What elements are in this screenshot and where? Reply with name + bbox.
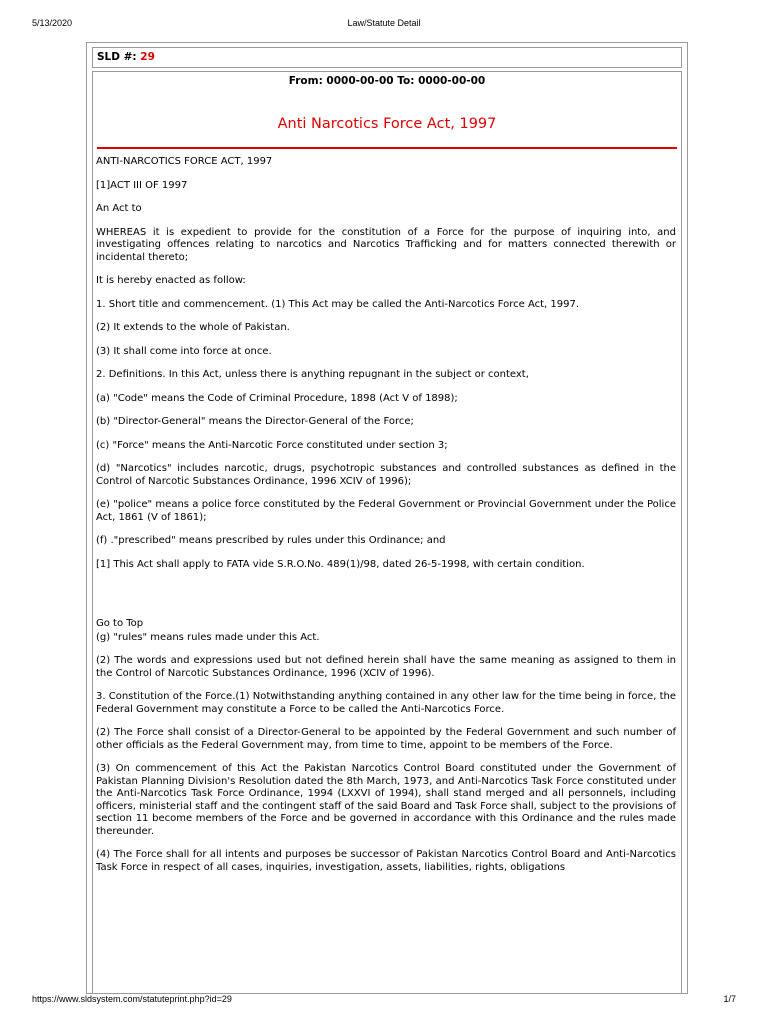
paragraph: (3) On commencement of this Act the Pakistan Narcotics Control Board constituted under the Government of Pakistan Planning Division's Resolution dated the 8th March, 1973, and Anti-Narcotics Task Force constituted under the Anti-Narcotics Task Force Ordinance, 1994 (LXXVI of 1994), shall stand merged and all personnels, including officers, ministerial staff and the contingent staff of the said Board and Task Force shall, subject to the provisions of section 11 become members of the Force and be governed in accordance with this Ordinance and the rules made thereunder. (96, 763, 676, 837)
date-range: From: 0000-00-00 To: 0000-00-00 (288, 75, 486, 87)
sld-number-row (92, 47, 682, 68)
go-to-top-link[interactable]: Go to Top (96, 618, 144, 629)
paragraph: (2) The Force shall consist of a Director-General to be appointed by the Federal Government and such number of other officials as the Federal Government may, from time to time, appoint to be members of the Force. (96, 727, 676, 751)
paragraph: 2. Definitions. In this Act, unless there is anything repugnant in the subject or context, (96, 369, 529, 380)
footnote: [1] This Act shall apply to FATA vide S.R.O.No. 489(1)/98, dated 26-5-1998, with certain condition. (96, 558, 585, 570)
print-url: https://www.sldsystem.com/statuteprint.php?id=29 (32, 994, 232, 1004)
print-title: Law/Statute Detail (347, 18, 421, 28)
paragraph: (f) ."prescribed" means prescribed by rules under this Ordinance; and (96, 535, 446, 546)
sld-label: SLD #: (97, 51, 137, 63)
paragraph: [1]ACT III OF 1997 (96, 179, 188, 191)
statute-content (92, 71, 682, 994)
paragraph: It is hereby enacted as follow: (96, 275, 246, 286)
sld-number: 29 (140, 51, 155, 63)
title-divider (97, 147, 677, 149)
paragraph: ANTI-NARCOTICS FORCE ACT, 1997 (96, 156, 273, 167)
print-date: 5/13/2020 (32, 18, 73, 28)
page-number: 1/7 (723, 994, 736, 1004)
paragraph: An Act to (96, 203, 142, 214)
paragraph: (a) "Code" means the Code of Criminal Procedure, 1898 (Act V of 1898); (96, 392, 458, 404)
statute-body (96, 156, 676, 885)
paragraph: 1. Short title and commencement. (1) This Act may be called the Anti-Narcotics Force Act, 1997. (96, 298, 580, 310)
paragraph: (g) "rules" means rules made under this Act. (96, 631, 320, 643)
paragraph: WHEREAS it is expedient to provide for the constitution of a Force for the purpose of inquiring into, and investigating offences relating to narcotics and Narcotics Trafficking and for matters connected therewith or incidental thereto; (96, 226, 676, 263)
paragraph: (4) The Force shall for all intents and purposes be successor of Pakistan Narcotics Control Board and Anti-Narcotics Task Force in respect of all cases, inquiries, investigation, assets, liabilities, rights, obligations (96, 849, 676, 873)
paragraph: (2) It extends to the whole of Pakistan. (96, 322, 290, 333)
paragraph: (2) The words and expressions used but not defined herein shall have the same meaning as assigned to them in the Control of Narcotic Substances Ordinance, 1996 (XCIV of 1996). (96, 655, 676, 679)
spacer (96, 582, 676, 618)
statute-frame (86, 42, 688, 994)
paragraph: (3) It shall come into force at once. (96, 345, 272, 357)
paragraph: (e) "police" means a police force constituted by the Federal Government or Provincial Government under the Police Act, 1861 (V of 1861); (96, 499, 676, 523)
paragraph: (d) "Narcotics" includes narcotic, drugs, psychotropic substances and controlled substances as defined in the Control of Narcotic Substances Ordinance, 1996 XCIV of 1996); (96, 463, 676, 487)
act-title: Anti Narcotics Force Act, 1997 (277, 116, 497, 132)
paragraph: (c) "Force" means the Anti-Narcotic Force constituted under section 3; (96, 439, 448, 451)
paragraph: (b) "Director-General" means the Director-General of the Force; (96, 416, 414, 427)
paragraph: 3. Constitution of the Force.(1) Notwithstanding anything contained in any other law for the time being in force, the Federal Government may constitute a Force to be called the Anti-Narcotics Force. (96, 691, 676, 715)
